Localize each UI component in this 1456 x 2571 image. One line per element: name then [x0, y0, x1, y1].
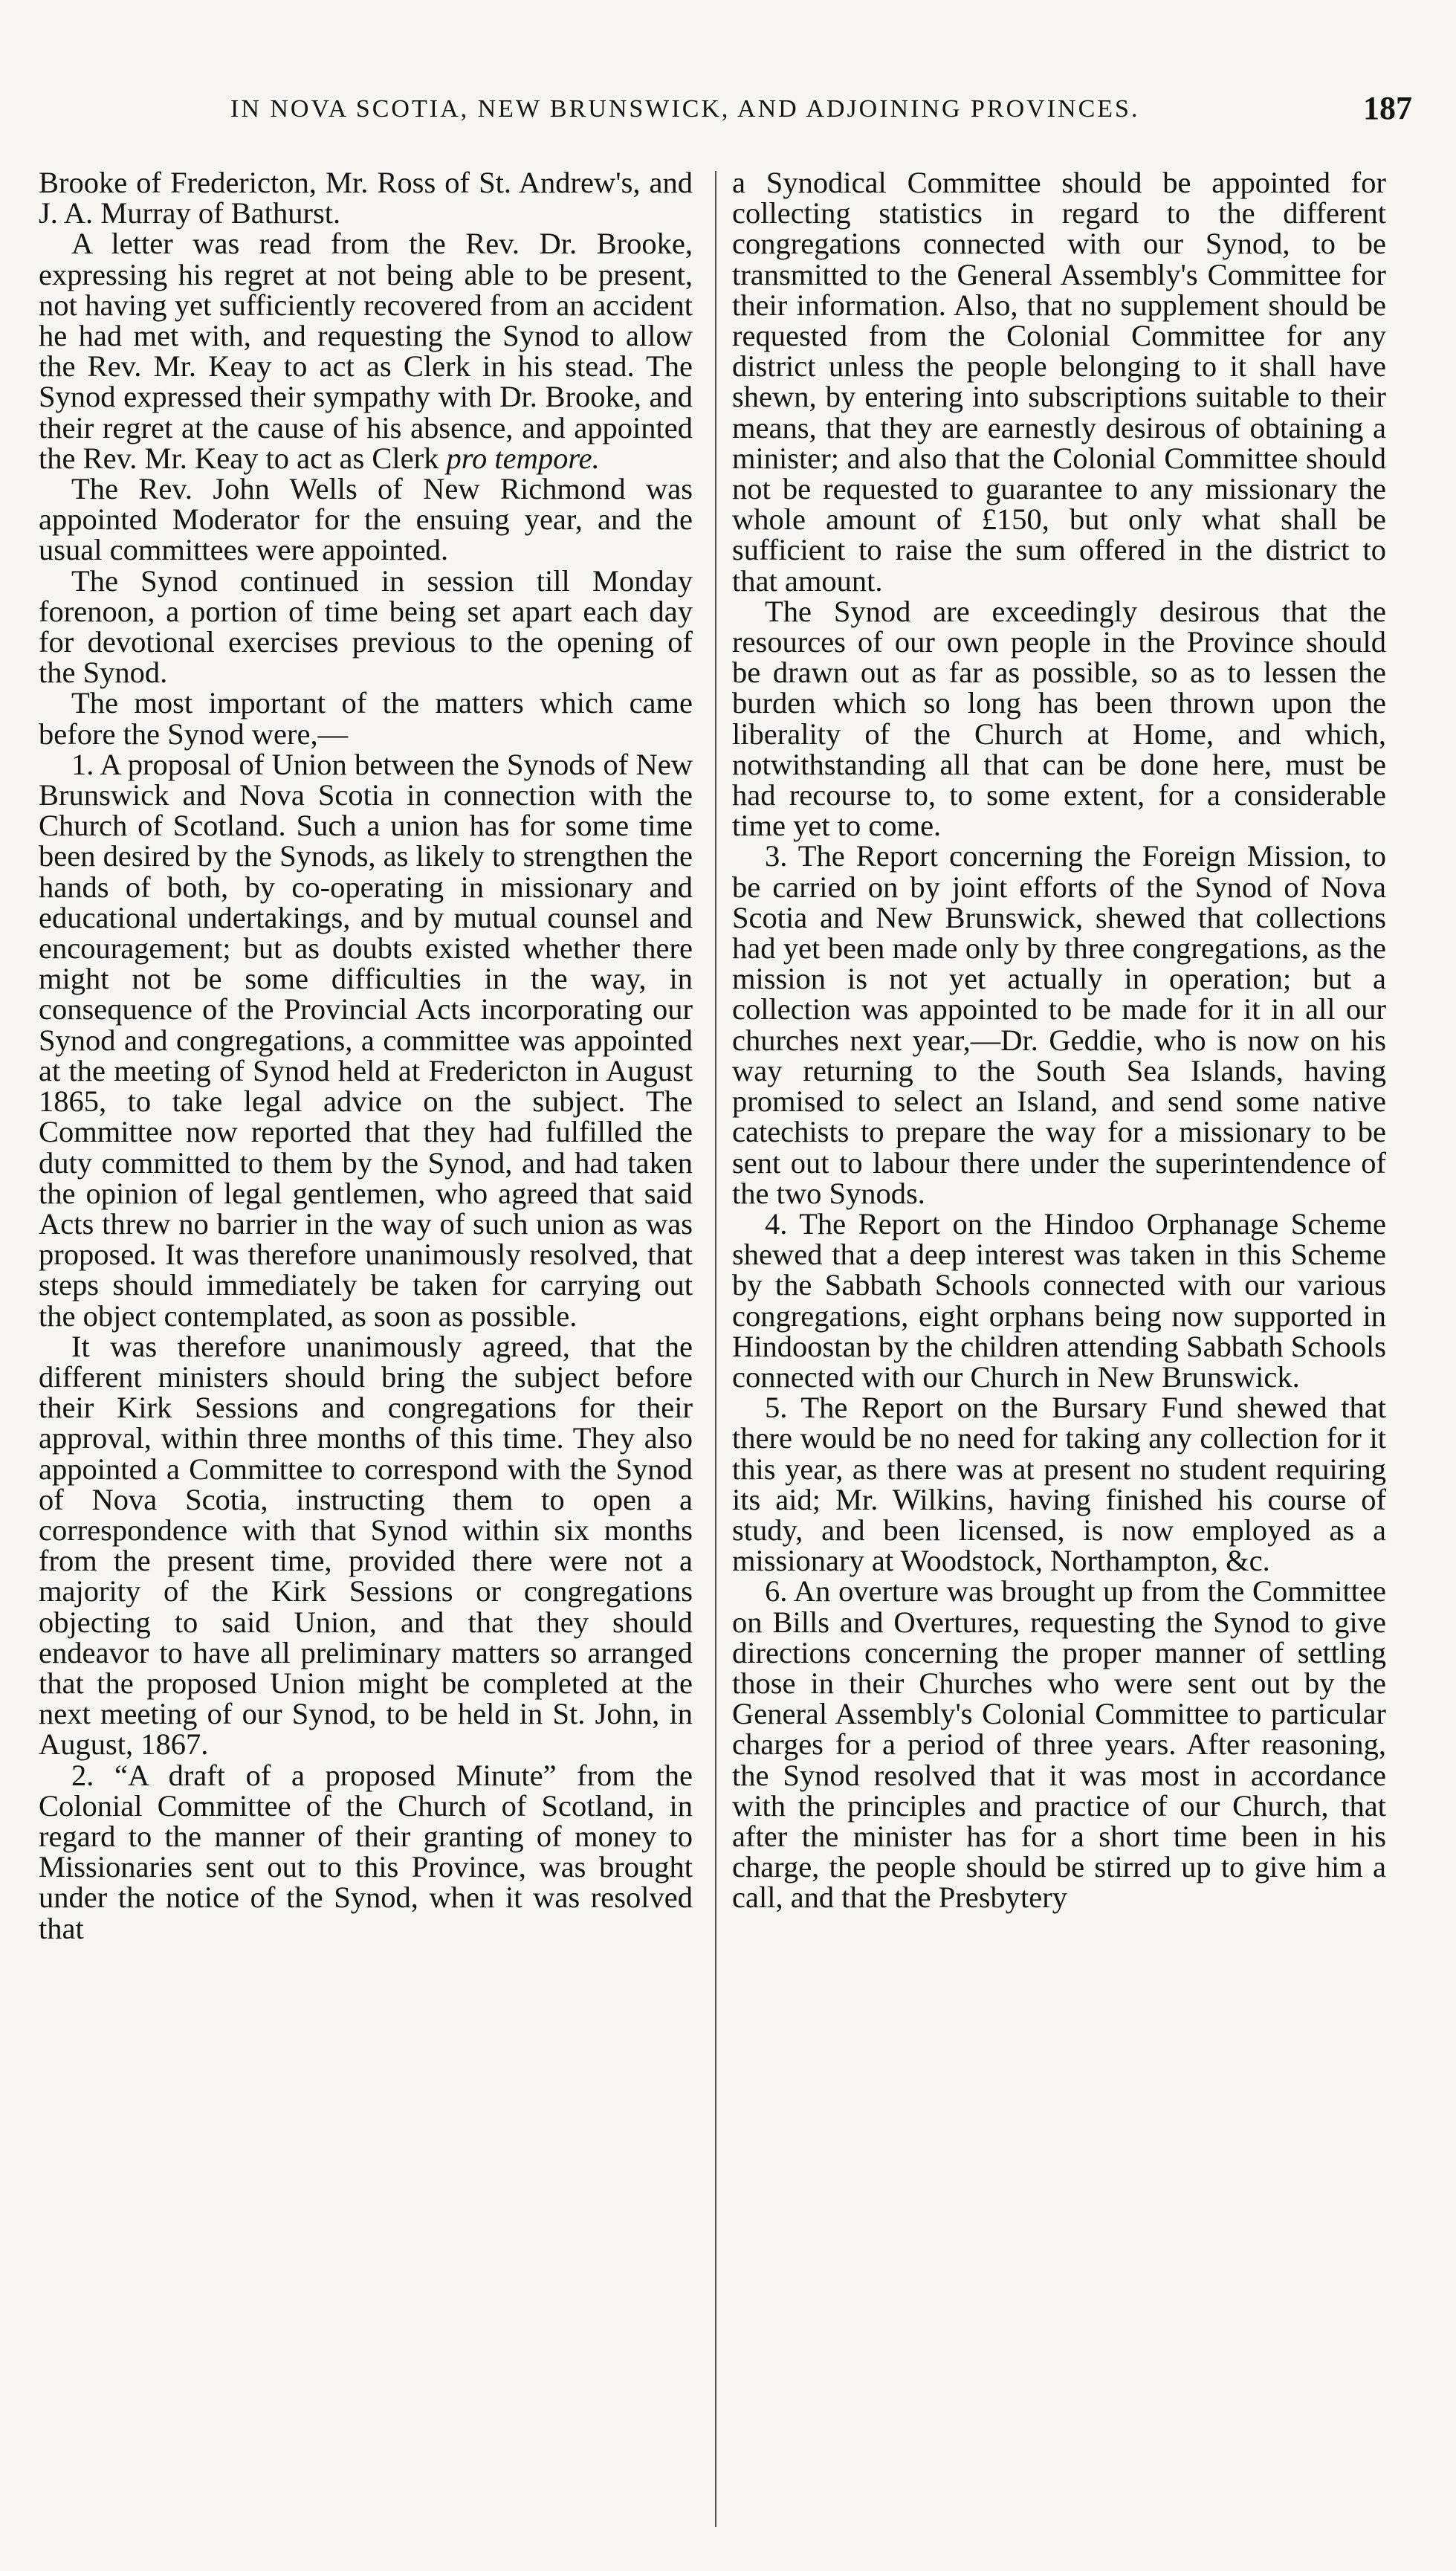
- paragraph-item-5-bursary-fund: 5. The Report on the Bursary Fund shewed that there would be no need for taking any collection for it this year, as there was at present no student requiring its aid; Mr. Wilkins, having finished his course of study, and been licensed, is now employed as a missionary at Woodstock, Northampton, &c.: [732, 1391, 1386, 1578]
- paragraph-item-6-overture: 6. An overture was brought up from the Committee on Bills and Overtures, requesting the Synod to give directions concerning the proper manner of settling those in their Churches who were sent out by the General Assembly's Colonial Committee to particular charges for a period of three years. After reasoning, the Synod resolved that it was most in accordance with the principles and practice of our Church, that after the minister has for a short time been in his charge, the people should be stirred up to give him a call, and that the Presbytery: [732, 1574, 1386, 1915]
- paragraph-item-4-hindoo-orphanage: 4. The Report on the Hindoo Orphanage Scheme shewed that a deep interest was taken in this Scheme by the Sabbath Schools connected with our various congregations, eight orphans being now supported in Hindoostan by the children attending Sabbath Schools connected with our Church in New Brunswick.: [732, 1206, 1386, 1394]
- paragraph-moderator: The Rev. John Wells of New Richmond was appointed Moderator for the ensuing year, and the usual committees were appointed.: [39, 472, 693, 567]
- paragraph-resources: The Synod are exceedingly desirous that the resources of our own people in the Province should be drawn out as far as possible, so as to lessen the burden which so long has been thrown upon the liberality of the Church at Home, and which, notwithstanding all that can be done here, must be had recourse to, to some extent, for a considerable time yet to come.: [732, 594, 1386, 843]
- paragraph-item-2-draft-minute: 2. “A draft of a proposed Minute” from the Colonial Committee of the Church of Scotland, in regard to the manner of their granting of money to Missionaries sent out to this Province, was brought under the notice of the Synod, when it was resolved that: [39, 1758, 693, 1945]
- paragraph-letter-dr-brooke: [39, 228, 693, 473]
- column-divider: [715, 171, 716, 2527]
- running-title: IN NOVA SCOTIA, NEW BRUNSWICK, AND ADJOINING PROVINCES.: [230, 95, 1140, 123]
- paragraph-text: A letter was read from the Rev. Dr. Brooke, expressing his regret at not being able to be present, not having yet sufficiently recovered from an accident he had met with, and requesting the Synod to allow the Rev. Mr. Keay to act as Clerk in his stead. The Synod expressed their sympathy with Dr. Brooke, and their regret at the cause of his absence, and appointed the Rev. Mr. Keay to act as Clerk: [39, 227, 693, 475]
- left-column: [39, 167, 693, 1944]
- paragraph-continuation: Brooke of Fredericton, Mr. Ross of St. Andrew's, and J. A. Murray of Bathurst.: [39, 166, 693, 230]
- page-number: 187: [1363, 90, 1412, 126]
- paragraph-matters-intro: The most important of the matters which came before the Synod were,—: [39, 686, 693, 751]
- paragraph-session: The Synod continued in session till Monday forenoon, a portion of time being set apart each day for devotional exercises previous to the opening of the Synod.: [39, 563, 693, 690]
- paragraph-union-agreement: It was therefore unanimously agreed, that the different ministers should bring the subject before their Kirk Sessions and congregations for their approval, within three months of this time. They also appointed a Committee to correspond with the Synod of Nova Scotia, instructing them to open a correspondence with that Synod within six months from the present time, provided there were not a majority of the Kirk Sessions or congregations objecting to said Union, and that they should endeavor to have all preliminary matters so arranged that the proposed Union might be completed at the next meeting of our Synod, to be held in St. John, in August, 1867.: [39, 1329, 693, 1762]
- paragraph-item-1-union: 1. A proposal of Union between the Synods of New Brunswick and Nova Scotia in connection with the Church of Scotland. Such a union has for some time been desired by the Synods, as likely to strengthen the hands of both, by co-operating in missionary and educational undertakings, and by mutual counsel and encouragement; but as doubts existed whether there might not be some difficulties in the way, in consequence of the Provincial Acts incorporating our Synod and congregations, a committee was appointed at the meeting of Synod held at Fredericton in August 1865, to take legal advice on the subject. The Committee now reported that they had fulfilled the duty committed to them by the Synod, and had taken the opinion of legal gentlemen, who agreed that said Acts threw no barrier in the way of such union as was proposed. It was therefore unanimously resolved, that steps should immediately be taken for carrying out the object contemplated, as soon as possible.: [39, 747, 693, 1333]
- paragraph-continuation: a Synodical Committee should be appointed for collecting statistics in regard to the different congregations connected with our Synod, to be transmitted to the General Assembly's Committee for their information. Also, that no supplement should be requested from the Colonial Committee for any district unless the people belonging to it shall have shewn, by entering into subscriptions suitable to their means, that they are earnestly desirous of obtaining a minister; and also that the Colonial Committee should not be requested to guarantee to any missionary the whole amount of £150, but only what shall be sufficient to raise the sum offered in the district to that amount.: [732, 166, 1386, 598]
- latin-phrase: pro tempore.: [446, 441, 600, 475]
- page-header: [45, 89, 1412, 141]
- right-column: [732, 167, 1386, 1913]
- paragraph-item-3-foreign-mission: 3. The Report concerning the Foreign Mission, to be carried on by joint efforts of the Synod of Nova Scotia and New Brunswick, shewed that collections had yet been made only by three congregations, as the mission is not yet actually in operation; but a collection was appointed to be made for it in all our churches next year,—Dr. Geddie, who is now on his way returning to the South Sea Islands, having promised to select an Island, and send some native catechists to prepare the way for a missionary to be sent out to labour there under the superintendence of the two Synods.: [732, 839, 1386, 1210]
